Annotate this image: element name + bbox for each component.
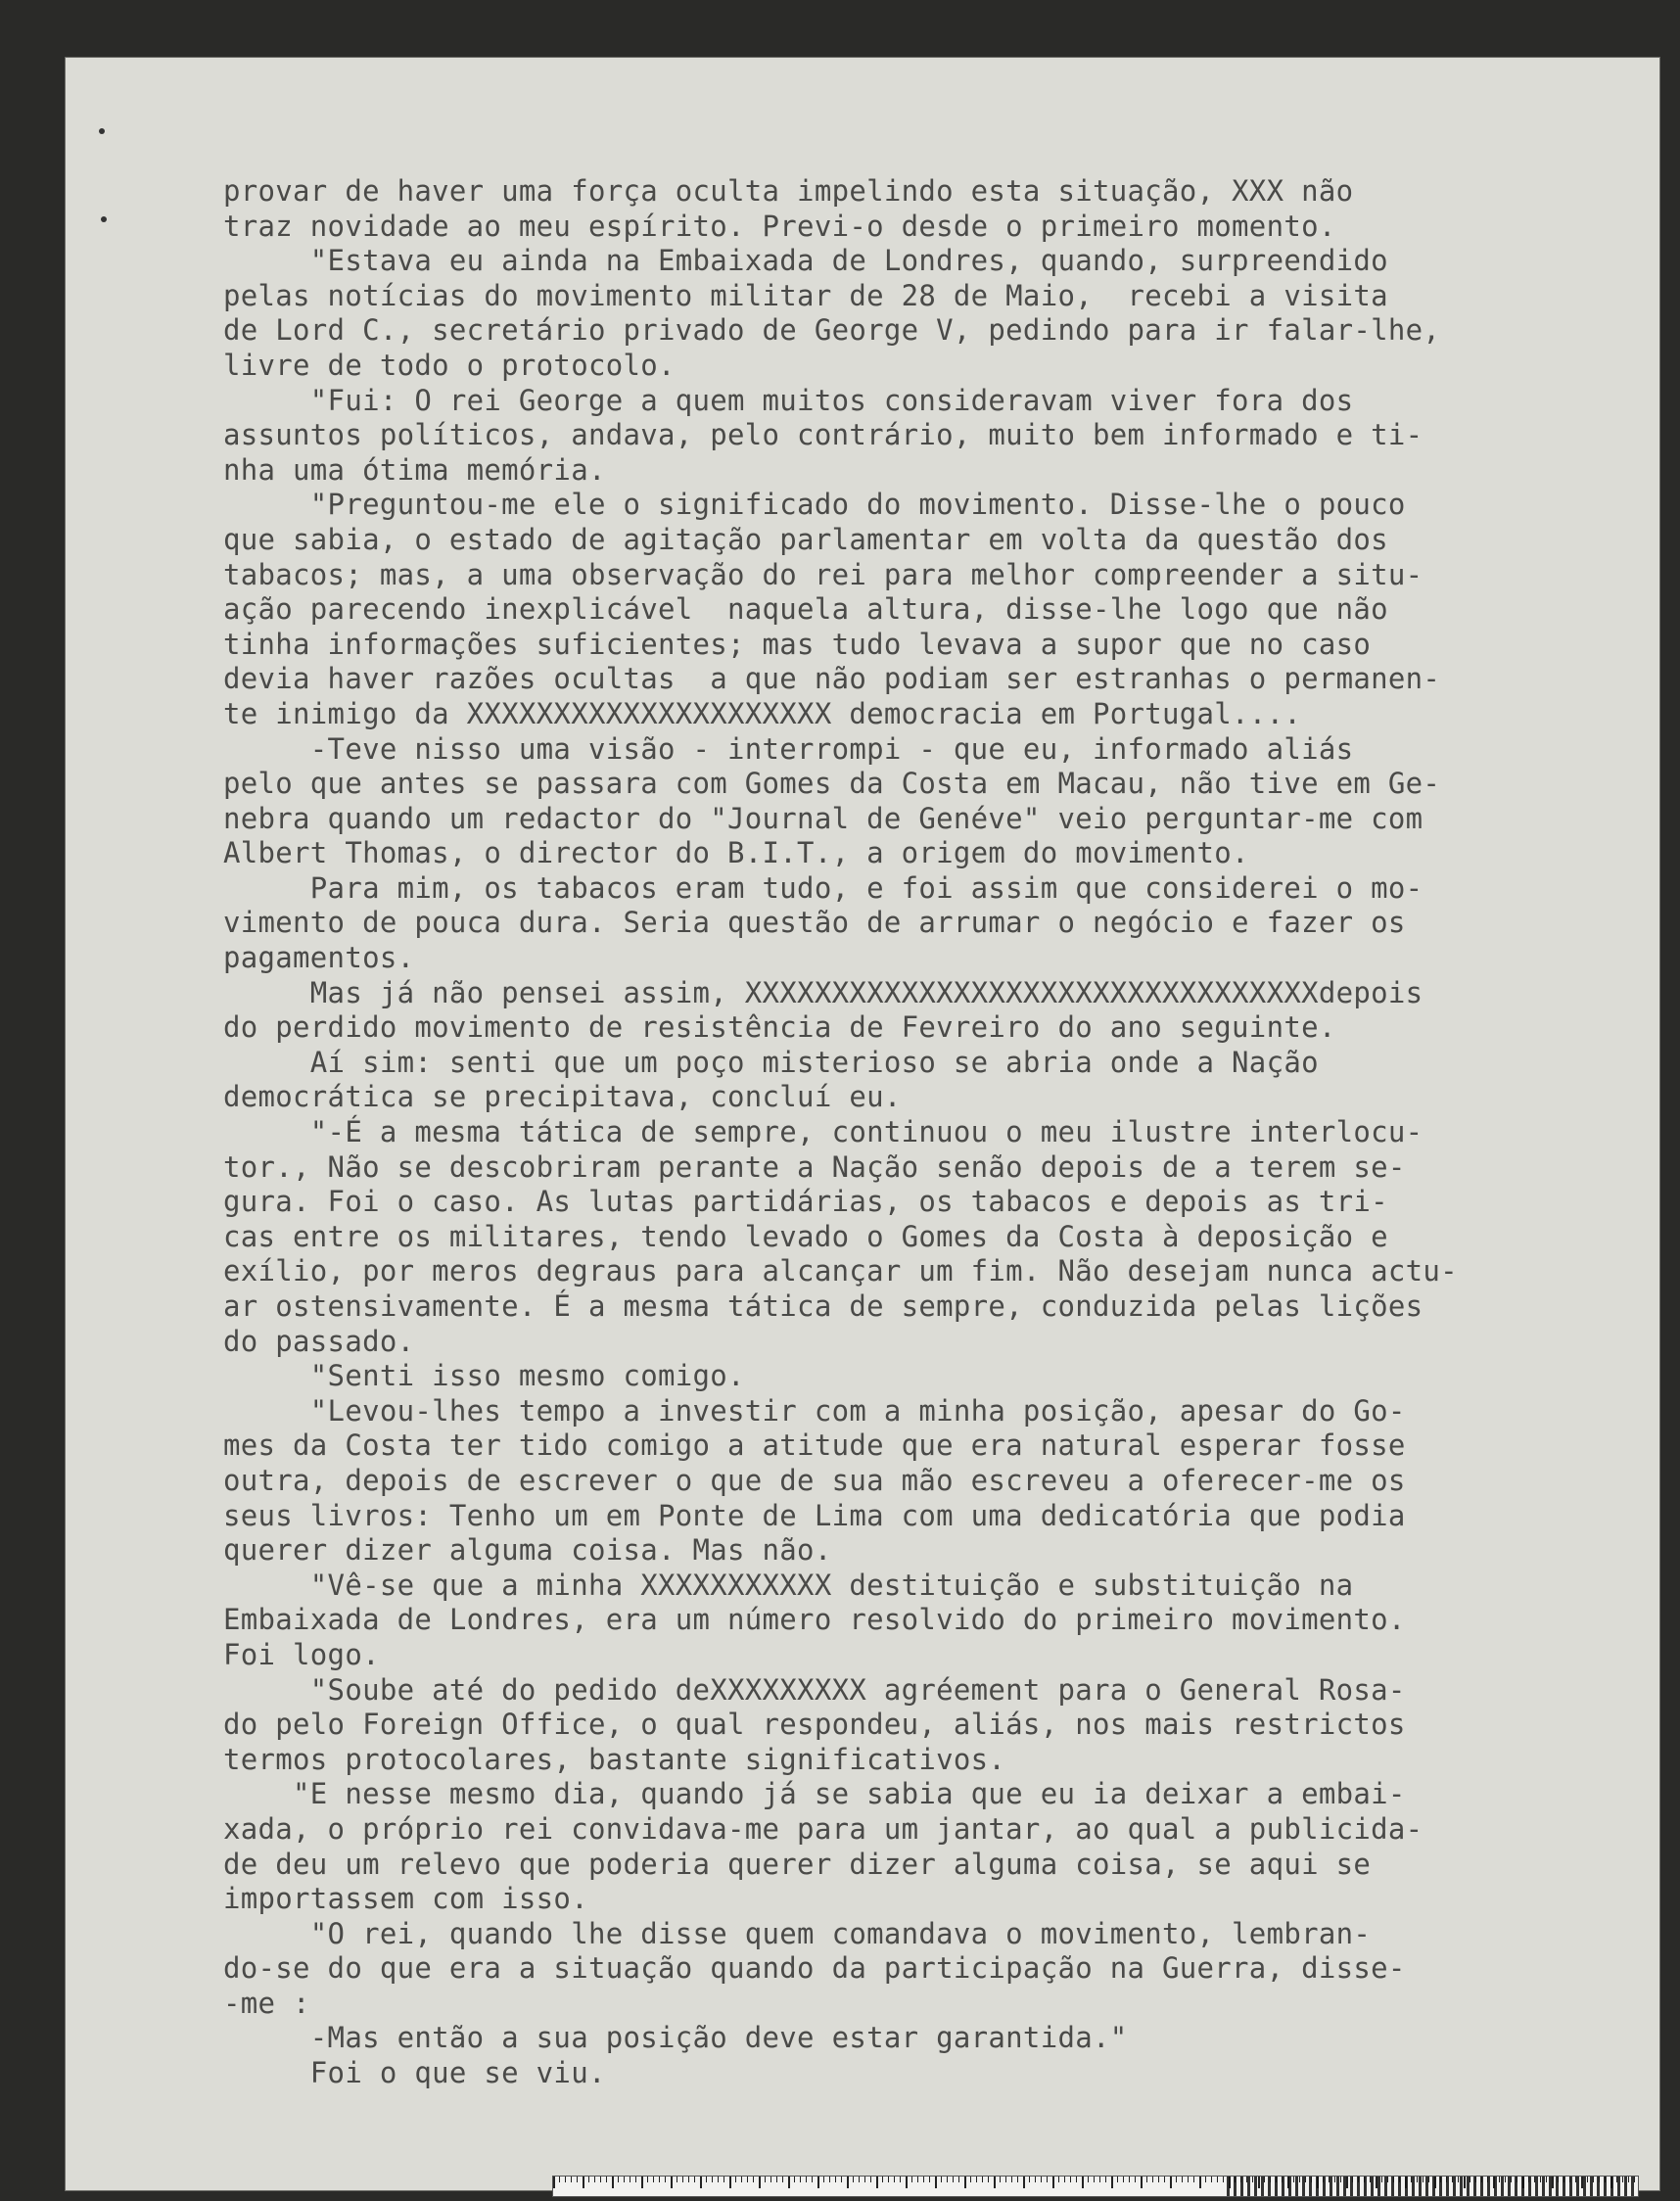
text-line: vimento de pouca dura. Seria questão de arrumar o negócio e fazer os: [223, 906, 1406, 940]
text-line: "-É a mesma tática de sempre, continuou o meu ilustre interlocu-: [223, 1115, 1423, 1149]
text-line: Para mim, os tabacos eram tudo, e foi assim que considerei o mo-: [223, 870, 1423, 905]
text-line: Mas já não pensei assim, XXXXXXXXXXXXXXXXXXXXXXXXXXXXXXXXXdepois: [223, 975, 1423, 1009]
text-line: livre de todo o protocolo.: [223, 348, 676, 382]
text-line: Foi o que se viu.: [223, 2056, 606, 2090]
ruler-dark-segment: [1227, 2177, 1638, 2196]
text-line: pelo que antes se passara com Gomes da Costa em Macau, não tive em Ge-: [223, 767, 1441, 801]
text-line: -Teve nisso uma visão - interrompi - que eu, informado aliás: [223, 731, 1354, 766]
text-line: do passado.: [223, 1324, 415, 1358]
text-line: ar ostensivamente. É a mesma tática de sempre, conduzida pelas lições: [223, 1289, 1423, 1323]
text-line: "O rei, quando lhe disse quem comandava o movimento, lembran-: [223, 1916, 1372, 1950]
text-line: importassem com isso.: [223, 1882, 588, 1916]
text-line: do perdido movimento de resistência de Fevreiro do ano seguinte.: [223, 1010, 1336, 1045]
text-line: "Levou-lhes tempo a investir com a minha posição, apesar do Go-: [223, 1393, 1406, 1428]
text-line: -me :: [223, 1986, 310, 2020]
text-line: de deu um relevo que poderia querer dizer alguma coisa, se aqui se: [223, 1847, 1372, 1881]
text-line: cas entre os militares, tendo levado o Gomes da Costa à deposição e: [223, 1219, 1388, 1253]
text-line: pelas notícias do movimento militar de 28 de Maio, recebi a visita: [223, 278, 1388, 312]
text-line: Embaixada de Londres, era um número resolvido do primeiro movimento.: [223, 1603, 1406, 1637]
text-line: nha uma ótima memória.: [223, 452, 606, 487]
text-line: tor., Não se descobriram perante a Nação senão depois de a terem se-: [223, 1149, 1406, 1184]
typewritten-text: [223, 174, 1613, 2091]
text-line: termos protocolares, bastante significativos.: [223, 1742, 1006, 1776]
text-line: mes da Costa ter tido comigo a atitude que era natural esperar fosse: [223, 1428, 1406, 1463]
text-line: Aí sim: senti que um poço misterioso se abria onde a Nação: [223, 1045, 1319, 1079]
text-line: Foi logo.: [223, 1637, 380, 1671]
text-line: tinha informações suficientes; mas tudo levava a supor que no caso: [223, 627, 1372, 661]
text-line: "Preguntou-me ele o significado do movimento. Disse-lhe o pouco: [223, 488, 1406, 522]
text-line: traz novidade ao meu espírito. Previ-o desde o primeiro momento.: [223, 209, 1336, 243]
text-line: que sabia, o estado de agitação parlamentar em volta da questão dos: [223, 522, 1388, 556]
text-line: querer dizer alguma coisa. Mas não.: [223, 1533, 832, 1568]
text-line: ação parecendo inexplicável naquela altura, disse-lhe logo que não: [223, 592, 1388, 627]
text-line: "Senti isso mesmo comigo.: [223, 1359, 745, 1393]
text-line: assuntos políticos, andava, pelo contrário, muito bem informado e ti-: [223, 418, 1423, 452]
text-line: exílio, por meros degraus para alcançar um fim. Não desejam nunca actu-: [223, 1254, 1458, 1288]
text-line: "Estava eu ainda na Embaixada de Londres, quando, surpreendido: [223, 244, 1388, 278]
text-line: de Lord C., secretário privado de George V, pedindo para ir falar-lhe,: [223, 313, 1441, 348]
text-line: devia haver razões ocultas a que não podiam ser estranhas o permanen-: [223, 662, 1441, 696]
text-line: pagamentos.: [223, 941, 415, 975]
text-line: "Fui: O rei George a quem muitos consideravam viver fora dos: [223, 383, 1354, 417]
text-line: tabacos; mas, a uma observação do rei para melhor compreender a situ-: [223, 557, 1423, 591]
text-line: nebra quando um redactor do "Journal de Genéve" veio perguntar-me com: [223, 801, 1423, 835]
text-line: provar de haver uma força oculta impelindo esta situação, XXX não: [223, 174, 1354, 208]
text-line: "Soube até do pedido deXXXXXXXXX agréement para o General Rosa-: [223, 1672, 1406, 1707]
text-line: gura. Foi o caso. As lutas partidárias, os tabacos e depois as tri-: [223, 1185, 1388, 1219]
text-line: -Mas então a sua posição deve estar garantida.": [223, 2021, 1128, 2055]
scale-ruler: [552, 2176, 1639, 2197]
binding-hole-mark: [101, 216, 107, 222]
text-line: Albert Thomas, o director do B.I.T., a origem do movimento.: [223, 836, 1249, 870]
text-line: "Vê-se que a minha XXXXXXXXXXX destituição e substituição na: [223, 1568, 1354, 1602]
text-line: do-se do que era a situação quando da participação na Guerra, disse-: [223, 1951, 1406, 1986]
binding-hole-mark: [99, 128, 105, 134]
text-line: xada, o próprio rei convidava-me para um jantar, ao qual a publicida-: [223, 1811, 1423, 1846]
text-line: te inimigo da XXXXXXXXXXXXXXXXXXXXX democracia em Portugal....: [223, 696, 1302, 730]
text-line: outra, depois de escrever o que de sua mão escreveu a oferecer-me os: [223, 1463, 1406, 1497]
text-line: "E nesse mesmo dia, quando já se sabia que eu ia deixar a embai-: [223, 1777, 1406, 1811]
text-line: seus livros: Tenho um em Ponte de Lima com uma dedicatória que podia: [223, 1498, 1406, 1532]
text-line: democrática se precipitava, concluí eu.: [223, 1080, 902, 1114]
text-line: do pelo Foreign Office, o qual respondeu, aliás, nos mais restrictos: [223, 1708, 1406, 1742]
